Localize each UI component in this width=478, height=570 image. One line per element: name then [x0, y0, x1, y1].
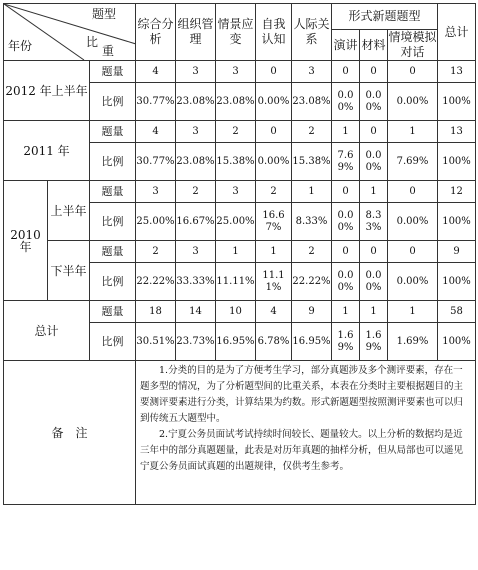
- group-label: 2010 年: [4, 181, 48, 301]
- cell: 10: [216, 301, 256, 323]
- cell: 9: [292, 301, 332, 323]
- cell: 0.00%: [332, 203, 360, 241]
- cell: 0.00%: [332, 263, 360, 301]
- cell: 0: [388, 241, 438, 263]
- cell: 1: [216, 241, 256, 263]
- cell: 23.08%: [176, 83, 216, 121]
- cell: 22.22%: [136, 263, 176, 301]
- type-header: 组织管理: [176, 4, 216, 61]
- remark-paragraph: 2.宁夏公务员面试考试持续时间较长、题量较大。以上分析的数据均是近三年中的部分真题题量，此表是对历年真题的抽样分析，但从局部也可以遥见宁夏公务员面试真题的出题规律，仅供考生参考。: [140, 429, 464, 472]
- cell: 13: [438, 121, 476, 143]
- cell: 3: [292, 61, 332, 83]
- cell: 16.95%: [216, 323, 256, 361]
- cell: 7.69%: [332, 143, 360, 181]
- cell: 2: [292, 121, 332, 143]
- cell: 58: [438, 301, 476, 323]
- cell: 15.38%: [292, 143, 332, 181]
- cell: 1: [360, 181, 388, 203]
- cell: 30.77%: [136, 83, 176, 121]
- cell: 0: [360, 121, 388, 143]
- cell: 3: [176, 241, 216, 263]
- corner-header: [4, 4, 136, 61]
- group-label: 2011 年: [4, 121, 90, 181]
- remark-paragraph: 1.分类的目的是为了方便考生学习，部分真题涉及多个测评要素，存在一题多型的情况，为了分析题型间的比重关系，本表在分类时主要根据题目的主要测评要素进行分类，计算结果为约数。形式新题题型按照测评要素也可以归到传统五大题型中。: [140, 365, 464, 424]
- subgroup-label: 下半年: [48, 241, 90, 301]
- cell: 15.38%: [216, 143, 256, 181]
- type-header: 人际关系: [292, 4, 332, 61]
- row-label: 比例: [90, 263, 136, 301]
- new-type-header: 演讲: [332, 30, 360, 61]
- cell: 3: [216, 181, 256, 203]
- cell: 2: [216, 121, 256, 143]
- row-label: 比例: [90, 83, 136, 121]
- cell: 1: [332, 121, 360, 143]
- cell: 2: [256, 181, 292, 203]
- cell: 11.11%: [256, 263, 292, 301]
- cell: 30.51%: [136, 323, 176, 361]
- cell: 9: [438, 241, 476, 263]
- cell: 1: [388, 301, 438, 323]
- cell: 8.33%: [360, 203, 388, 241]
- cell: 25.00%: [136, 203, 176, 241]
- table-row: [4, 181, 476, 203]
- table-row: [4, 121, 476, 143]
- cell: 30.77%: [136, 143, 176, 181]
- corner-ratio-label: 比: [86, 35, 99, 49]
- cell: 18: [136, 301, 176, 323]
- cell: 0: [360, 61, 388, 83]
- cell: 0.00%: [332, 83, 360, 121]
- cell: 100%: [438, 203, 476, 241]
- cell: 23.08%: [292, 83, 332, 121]
- cell: 0.00%: [256, 143, 292, 181]
- cell: 23.08%: [216, 83, 256, 121]
- cell: 14: [176, 301, 216, 323]
- cell: 0: [256, 121, 292, 143]
- new-type-header: 情境模拟对话: [388, 30, 437, 59]
- cell: 25.00%: [216, 203, 256, 241]
- cell: 12: [438, 181, 476, 203]
- row-label: 题量: [90, 121, 136, 143]
- table-row: [4, 301, 476, 323]
- cell: 0.00%: [360, 263, 388, 301]
- cell: 33.33%: [176, 263, 216, 301]
- subgroup-label: 上半年: [48, 181, 90, 241]
- cell: 1.69%: [360, 323, 388, 361]
- total-header: 总计: [438, 4, 476, 61]
- cell: 23.73%: [176, 323, 216, 361]
- cell: 2: [292, 241, 332, 263]
- new-type-header: 材料: [360, 30, 388, 61]
- cell: 1.69%: [332, 323, 360, 361]
- type-header: 综合分析: [136, 4, 176, 61]
- table-row: [4, 241, 476, 263]
- cell: 0.00%: [388, 203, 438, 241]
- cell: 0.00%: [360, 83, 388, 121]
- row-label: 比例: [90, 143, 136, 181]
- cell: 0.00%: [256, 83, 292, 121]
- row-label: 题量: [90, 181, 136, 203]
- cell: 16.67%: [256, 203, 292, 241]
- group-label: 总计: [4, 301, 90, 361]
- corner-type-label: 题型: [92, 7, 117, 21]
- cell: 1: [292, 181, 332, 203]
- cell: 1: [256, 241, 292, 263]
- cell: 23.08%: [176, 143, 216, 181]
- corner-year-label: 年份: [8, 39, 33, 53]
- remarks-label: 备 注: [4, 361, 136, 505]
- cell: 4: [136, 121, 176, 143]
- cell: 0.00%: [360, 143, 388, 181]
- table-row: [4, 61, 476, 83]
- cell: 3: [176, 61, 216, 83]
- cell: 22.22%: [292, 263, 332, 301]
- question-type-table: [3, 3, 476, 505]
- cell: 100%: [438, 83, 476, 121]
- cell: 100%: [438, 323, 476, 361]
- corner-weight-label: 重: [102, 44, 115, 58]
- cell: 3: [176, 121, 216, 143]
- cell: 100%: [438, 263, 476, 301]
- cell: 4: [136, 61, 176, 83]
- cell: 0: [332, 181, 360, 203]
- row-label: 比例: [90, 203, 136, 241]
- cell: 7.69%: [388, 143, 438, 181]
- new-types-group-header: 形式新题题型: [332, 4, 438, 30]
- row-label: 题量: [90, 301, 136, 323]
- cell: 16.67%: [176, 203, 216, 241]
- cell: 3: [136, 181, 176, 203]
- remarks-text: [136, 361, 476, 505]
- cell: 1.69%: [388, 323, 438, 361]
- cell: 0: [360, 241, 388, 263]
- row-label: 比例: [90, 323, 136, 361]
- cell: 0: [332, 241, 360, 263]
- row-label: 题量: [90, 241, 136, 263]
- cell: 1: [360, 301, 388, 323]
- type-header: 自我认知: [256, 4, 292, 61]
- cell: 16.95%: [292, 323, 332, 361]
- cell: 2: [176, 181, 216, 203]
- cell: 2: [136, 241, 176, 263]
- cell: 0: [332, 61, 360, 83]
- cell: 0.00%: [388, 263, 438, 301]
- cell: 4: [256, 301, 292, 323]
- cell: 1: [388, 121, 438, 143]
- cell: 8.33%: [292, 203, 332, 241]
- cell: 1: [332, 301, 360, 323]
- cell: 13: [438, 61, 476, 83]
- cell: 3: [216, 61, 256, 83]
- cell: 0: [388, 181, 438, 203]
- row-label: 题量: [90, 61, 136, 83]
- type-header: 情景应变: [216, 4, 256, 61]
- cell: 11.11%: [216, 263, 256, 301]
- cell: 6.78%: [256, 323, 292, 361]
- group-label: 2012 年上半年: [4, 61, 90, 121]
- cell: 0: [256, 61, 292, 83]
- cell: 0.00%: [388, 83, 438, 121]
- cell: 100%: [438, 143, 476, 181]
- cell: 0: [388, 61, 438, 83]
